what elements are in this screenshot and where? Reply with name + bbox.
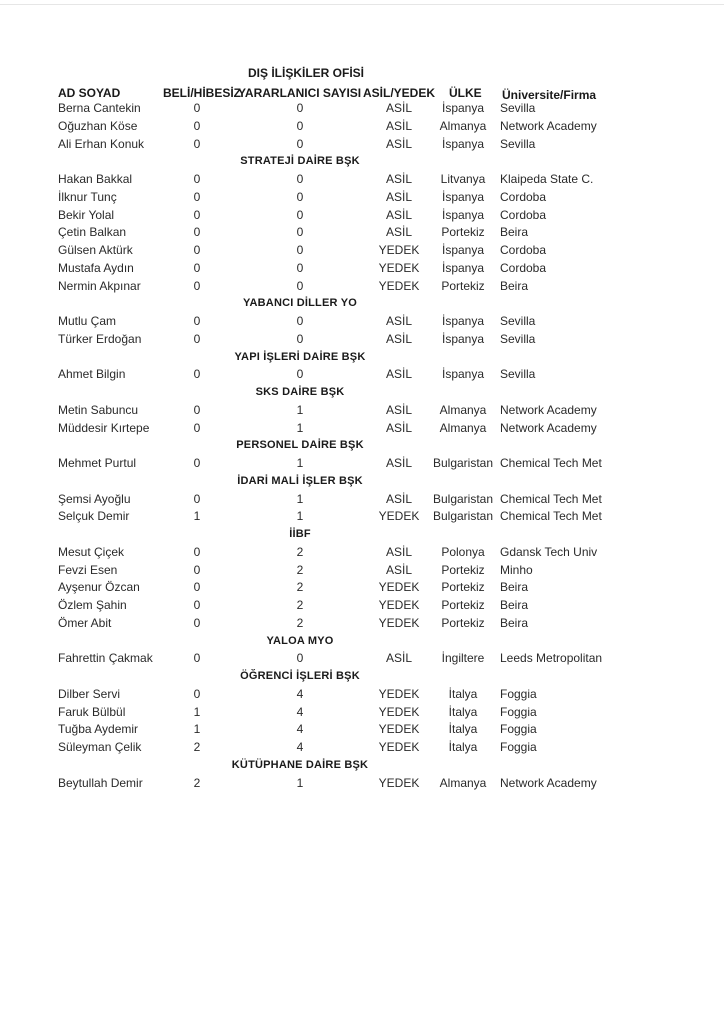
cell-count: 0 xyxy=(296,331,304,346)
cell-name: Beytullah Demir xyxy=(58,775,143,790)
cell-count: 0 xyxy=(296,225,304,240)
table-row xyxy=(0,277,724,295)
cell-name: Ali Erhan Konuk xyxy=(58,136,145,151)
table-row xyxy=(0,685,724,703)
cell-country: Bulgaristan xyxy=(432,491,494,506)
section-title xyxy=(0,632,724,650)
cell-country: Portekiz xyxy=(441,598,485,612)
table-row xyxy=(0,490,724,508)
cell-name: Süleyman Çelik xyxy=(58,740,142,754)
cell-status: ASİL xyxy=(385,367,412,382)
cell-status: YEDEK xyxy=(378,580,420,595)
cell-country: İtalya xyxy=(448,722,478,737)
cell-status: ASİL xyxy=(385,172,412,186)
cell-status: YEDEK xyxy=(378,740,420,754)
cell-count: 0 xyxy=(296,172,304,186)
table-row xyxy=(0,312,724,330)
cell-univ: Foggia xyxy=(500,686,537,701)
table-row xyxy=(0,578,724,596)
section-title-text: İDARİ MALİ İŞLER BŞK xyxy=(237,474,363,487)
cell-status: ASİL xyxy=(385,651,412,666)
cell-beli: 0 xyxy=(193,172,201,186)
header-beli: BELİ/HİBESİZ xyxy=(163,86,242,100)
cell-country: İspanya xyxy=(441,136,485,151)
cell-status: ASİL xyxy=(385,562,412,577)
cell-count: 0 xyxy=(296,243,304,257)
cell-country: Almanya xyxy=(439,118,487,133)
header-univ: Üniversite/Firma xyxy=(502,88,597,102)
cell-name: İlknur Tunç xyxy=(58,189,117,204)
cell-name: Fevzi Esen xyxy=(58,562,118,577)
cell-univ: Sevilla xyxy=(500,314,536,328)
cell-beli: 2 xyxy=(193,740,201,754)
cell-univ: Chemical Tech Met xyxy=(500,456,602,470)
cell-beli: 0 xyxy=(193,420,201,435)
cell-name: Berna Cantekin xyxy=(58,101,141,115)
cell-name: Şemsi Ayoğlu xyxy=(58,491,131,506)
cell-count: 1 xyxy=(296,402,304,417)
cell-univ: Beira xyxy=(500,598,529,612)
cell-count: 0 xyxy=(296,278,304,293)
cell-status: ASİL xyxy=(385,136,412,151)
cell-count: 0 xyxy=(296,136,304,151)
section-title-text: STRATEJİ DAİRE BŞK xyxy=(240,155,360,168)
cell-status: ASİL xyxy=(385,207,412,222)
cell-count: 4 xyxy=(296,686,304,701)
table-row xyxy=(0,419,724,437)
table-row xyxy=(0,738,724,756)
section-title-text: YABANCI DİLLER YO xyxy=(242,297,358,310)
section-title xyxy=(0,436,724,454)
cell-status: ASİL xyxy=(385,456,412,470)
table-row xyxy=(0,774,724,792)
cell-status: YEDEK xyxy=(378,598,420,612)
table-row xyxy=(0,241,724,259)
cell-count: 1 xyxy=(296,456,304,470)
cell-count: 4 xyxy=(296,722,304,737)
section-title xyxy=(0,383,724,401)
cell-count: 2 xyxy=(296,598,304,612)
header-name: AD SOYAD xyxy=(58,86,121,100)
cell-beli: 1 xyxy=(193,509,201,524)
cell-name: Özlem Şahin xyxy=(58,598,127,612)
section-title-text: YAPI İŞLERİ DAİRE BŞK xyxy=(234,350,366,363)
cell-country: Portekiz xyxy=(441,562,485,577)
cell-univ: Cordoba xyxy=(500,207,547,222)
cell-name: Ayşenur Özcan xyxy=(58,580,140,595)
cell-beli: 0 xyxy=(193,243,201,257)
cell-status: YEDEK xyxy=(378,704,420,719)
cell-country: İtalya xyxy=(448,686,478,701)
cell-status: YEDEK xyxy=(378,775,420,790)
cell-univ: Beira xyxy=(500,615,529,630)
table-header xyxy=(0,0,724,104)
cell-name: Müddesir Kırtepe xyxy=(58,420,150,435)
cell-univ: Network Academy xyxy=(500,420,597,435)
cell-beli: 0 xyxy=(193,615,201,630)
cell-status: ASİL xyxy=(385,544,412,559)
table-row xyxy=(0,596,724,614)
section-title-text: KÜTÜPHANE DAİRE BŞK xyxy=(231,758,369,771)
header-country: ÜLKE xyxy=(449,86,482,100)
cell-country: Bulgaristan xyxy=(432,456,494,470)
cell-univ: Gdansk Tech Univ xyxy=(500,544,598,559)
table-row xyxy=(0,703,724,721)
cell-univ: Leeds Metropolitan xyxy=(500,651,603,666)
cell-beli: 0 xyxy=(193,598,201,612)
cell-status: YEDEK xyxy=(378,722,420,737)
cell-beli: 0 xyxy=(193,314,201,328)
cell-name: Mesut Çiçek xyxy=(58,544,125,559)
table-row xyxy=(0,401,724,419)
cell-count: 0 xyxy=(296,651,304,666)
cell-name: Ömer Abit xyxy=(58,615,112,630)
cell-status: YEDEK xyxy=(378,686,420,701)
section-title-text: ÖĞRENCİ İŞLERİ BŞK xyxy=(240,670,360,682)
cell-name: Faruk Bülbül xyxy=(58,704,126,719)
cell-status: YEDEK xyxy=(378,243,420,257)
table-row xyxy=(0,720,724,738)
section-title xyxy=(0,756,724,774)
cell-univ: Chemical Tech Met xyxy=(500,491,602,506)
cell-beli: 0 xyxy=(193,686,201,701)
section-title xyxy=(0,152,724,170)
cell-name: Bekir Yolal xyxy=(58,207,115,222)
cell-count: 0 xyxy=(296,207,304,222)
cell-beli: 0 xyxy=(193,136,201,151)
header-asil xyxy=(363,86,436,100)
cell-country: İspanya xyxy=(441,331,485,346)
cell-country: İspanya xyxy=(441,101,485,115)
cell-univ: Network Academy xyxy=(500,775,597,790)
cell-beli: 2 xyxy=(193,775,201,790)
cell-count: 2 xyxy=(296,615,304,630)
section-title-text: PERSONEL DAİRE BŞK xyxy=(236,439,364,452)
cell-country: Bulgaristan xyxy=(432,509,494,524)
cell-count: 2 xyxy=(296,562,304,577)
cell-univ: Beira xyxy=(500,225,529,240)
cell-beli: 0 xyxy=(193,118,201,133)
cell-name: Tuğba Aydemir xyxy=(58,722,139,737)
cell-country: İspanya xyxy=(441,189,485,204)
cell-count: 1 xyxy=(296,491,304,506)
cell-count: 0 xyxy=(296,260,304,275)
cell-univ: Foggia xyxy=(500,740,537,754)
cell-country: Almanya xyxy=(439,420,487,435)
header-count: YARARLANICI SAYISI xyxy=(238,86,362,100)
table-row xyxy=(0,507,724,525)
cell-beli: 0 xyxy=(193,367,201,382)
cell-name: Nermin Akpınar xyxy=(58,278,141,293)
cell-count: 0 xyxy=(296,189,304,204)
table-row xyxy=(0,99,724,117)
header-office: DIŞ İLİŞKİLER OFİSİ xyxy=(248,66,365,80)
cell-univ: Sevilla xyxy=(500,367,536,382)
cell-name: Fahrettin Çakmak xyxy=(58,651,153,666)
table-row xyxy=(0,223,724,241)
cell-status: YEDEK xyxy=(378,615,420,630)
cell-beli: 0 xyxy=(193,189,201,204)
cell-beli: 0 xyxy=(193,402,201,417)
table-row xyxy=(0,259,724,277)
cell-count: 2 xyxy=(296,580,304,595)
cell-univ: Beira xyxy=(500,580,529,595)
cell-country: Portekiz xyxy=(441,580,485,595)
table-row xyxy=(0,188,724,206)
cell-beli: 0 xyxy=(193,207,201,222)
section-title-text: İİBF xyxy=(289,528,311,540)
table-row xyxy=(0,330,724,348)
section-title xyxy=(0,472,724,490)
cell-name: Selçuk Demir xyxy=(58,509,130,524)
cell-beli: 1 xyxy=(193,722,201,737)
table-row xyxy=(0,365,724,383)
cell-name: Oğuzhan Köse xyxy=(58,118,138,133)
cell-country: Portekiz xyxy=(441,278,485,293)
cell-univ: Sevilla xyxy=(500,101,536,115)
section-title xyxy=(0,667,724,685)
cell-country: İspanya xyxy=(441,367,485,382)
cell-name: Ahmet Bilgin xyxy=(58,367,126,382)
cell-univ: Network Academy xyxy=(500,118,597,133)
cell-beli: 0 xyxy=(193,491,201,506)
cell-country: Portekiz xyxy=(441,225,485,240)
table-row xyxy=(0,454,724,472)
cell-univ: Minho xyxy=(500,562,533,577)
cell-count: 4 xyxy=(296,740,304,754)
cell-name: Mustafa Aydın xyxy=(58,260,134,275)
cell-count: 4 xyxy=(296,704,304,719)
cell-count: 1 xyxy=(296,509,304,524)
cell-name: Çetin Balkan xyxy=(58,225,127,240)
section-title xyxy=(0,294,724,312)
table-row xyxy=(0,649,724,667)
header-asil-text: ASİL/YEDEK xyxy=(363,86,436,100)
table-row xyxy=(0,614,724,632)
cell-beli: 0 xyxy=(193,260,201,275)
section-title xyxy=(0,525,724,543)
cell-status: ASİL xyxy=(385,225,412,240)
cell-name: Gülsen Aktürk xyxy=(58,243,133,257)
cell-status: YEDEK xyxy=(378,509,420,524)
cell-status: ASİL xyxy=(385,189,412,204)
cell-beli: 1 xyxy=(193,704,201,719)
cell-name: Mutlu Çam xyxy=(58,314,117,328)
cell-status: ASİL xyxy=(385,101,412,115)
cell-country: İtalya xyxy=(448,704,478,719)
cell-count: 2 xyxy=(296,544,304,559)
cell-univ: Foggia xyxy=(500,722,537,737)
section-title-text: SKS DAİRE BŞK xyxy=(255,386,345,398)
cell-country: İspanya xyxy=(441,207,485,222)
cell-status: ASİL xyxy=(385,491,412,506)
cell-univ: Sevilla xyxy=(500,331,536,346)
table-row xyxy=(0,561,724,579)
cell-univ: Cordoba xyxy=(500,189,547,204)
section-title-text: YALOA MYO xyxy=(266,634,334,647)
cell-beli: 0 xyxy=(193,651,201,666)
cell-beli: 0 xyxy=(193,456,201,470)
cell-count: 0 xyxy=(296,118,304,133)
cell-status: ASİL xyxy=(385,331,412,346)
cell-name: Mehmet Purtul xyxy=(58,456,137,470)
cell-status: ASİL xyxy=(385,402,412,417)
cell-name: Türker Erdoğan xyxy=(58,331,142,346)
cell-count: 0 xyxy=(296,101,304,115)
cell-country: Almanya xyxy=(439,775,487,790)
cell-count: 0 xyxy=(296,367,304,382)
cell-country: Litvanya xyxy=(440,172,486,186)
cell-country: İspanya xyxy=(441,314,485,328)
cell-country: İngiltere xyxy=(441,651,485,666)
cell-univ: Klaipeda State C. xyxy=(500,172,594,186)
cell-beli: 0 xyxy=(193,225,201,240)
cell-count: 1 xyxy=(296,420,304,435)
cell-beli: 0 xyxy=(193,331,201,346)
cell-beli: 0 xyxy=(193,278,201,293)
cell-status: ASİL xyxy=(385,118,412,133)
cell-status: ASİL xyxy=(385,314,412,328)
cell-beli: 0 xyxy=(193,101,201,115)
cell-status: YEDEK xyxy=(378,260,420,275)
cell-country: İspanya xyxy=(441,260,485,275)
cell-status: YEDEK xyxy=(378,278,420,293)
table-row xyxy=(0,543,724,561)
cell-beli: 0 xyxy=(193,562,201,577)
cell-name: Metin Sabuncu xyxy=(58,402,139,417)
section-title xyxy=(0,348,724,366)
cell-name: Hakan Bakkal xyxy=(58,172,133,186)
cell-univ: Foggia xyxy=(500,704,537,719)
cell-country: Polonya xyxy=(441,544,485,559)
cell-count: 1 xyxy=(296,775,304,790)
table-row xyxy=(0,206,724,224)
cell-beli: 0 xyxy=(193,544,201,559)
cell-univ: Cordoba xyxy=(500,260,547,275)
cell-country: İtalya xyxy=(448,740,478,754)
cell-status: ASİL xyxy=(385,420,412,435)
cell-country: Almanya xyxy=(439,402,487,417)
cell-beli: 0 xyxy=(193,580,201,595)
table-row xyxy=(0,117,724,135)
cell-univ: Sevilla xyxy=(500,136,536,151)
cell-univ: Cordoba xyxy=(500,243,547,257)
table-row xyxy=(0,135,724,153)
cell-univ: Beira xyxy=(500,278,529,293)
cell-country: İspanya xyxy=(441,243,485,257)
table-row xyxy=(0,170,724,188)
cell-country: Portekiz xyxy=(441,615,485,630)
cell-name: Dilber Servi xyxy=(58,686,121,701)
cell-count: 0 xyxy=(296,314,304,328)
cell-univ: Chemical Tech Met xyxy=(500,509,602,524)
cell-univ: Network Academy xyxy=(500,402,597,417)
